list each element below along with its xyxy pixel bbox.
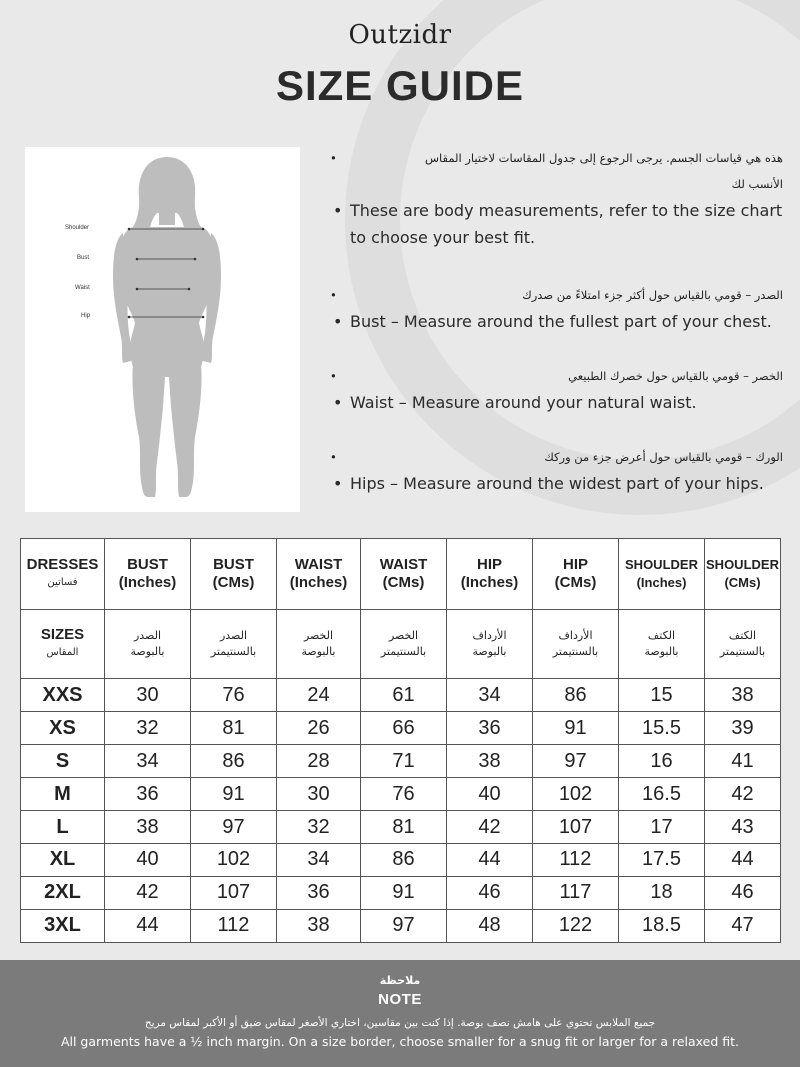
measurement-cell: 17 — [619, 811, 705, 844]
measurement-cell: 36 — [447, 712, 533, 745]
measurement-cell: 36 — [105, 778, 191, 811]
info-general-ar-line1: • هذه هي قياسات الجسم. يرجى الرجوع إلى جدول المقاسات لاختيار المقاس — [330, 145, 795, 171]
measurement-cell: 122 — [533, 909, 619, 942]
column-header-ar: الأرداف بالبوصة — [447, 610, 533, 679]
size-label-cell: M — [21, 778, 105, 811]
note-title: NOTE — [378, 991, 422, 1008]
measurement-cell: 102 — [191, 844, 277, 877]
info-bust-en: • Bust – Measure around the fullest part of your chest. — [330, 308, 795, 335]
measurement-cell: 42 — [105, 876, 191, 909]
measurement-cell: 43 — [705, 811, 781, 844]
size-label-cell: 2XL — [21, 876, 105, 909]
measurement-cell: 112 — [533, 844, 619, 877]
measurement-cell: 97 — [533, 745, 619, 778]
measurement-cell: 117 — [533, 876, 619, 909]
info-bust-ar: • الصدر – قومي بالقياس حول أكثر جزء امتلاءً من صدرك — [330, 282, 795, 308]
measurement-cell: 38 — [705, 679, 781, 712]
measurement-cell: 102 — [533, 778, 619, 811]
measurement-cell: 34 — [105, 745, 191, 778]
measurement-cell: 30 — [105, 679, 191, 712]
measurement-cell: 81 — [361, 811, 447, 844]
measurement-cell: 44 — [447, 844, 533, 877]
measurement-cell: 48 — [447, 909, 533, 942]
measurement-cell: 30 — [277, 778, 361, 811]
measurement-cell: 34 — [447, 679, 533, 712]
measurement-cell: 47 — [705, 909, 781, 942]
measurement-cell: 18.5 — [619, 909, 705, 942]
measurement-cell: 91 — [533, 712, 619, 745]
table-corner-dresses: DRESSES فساتين — [21, 539, 105, 610]
figure-label-hip: Hip — [81, 313, 91, 319]
size-label-cell: XS — [21, 712, 105, 745]
info-hips-en: • Hips – Measure around the widest part of your hips. — [330, 470, 795, 497]
measurement-cell: 86 — [191, 745, 277, 778]
measurement-cell: 46 — [705, 876, 781, 909]
info-bust — [330, 282, 795, 335]
measurement-cell: 16.5 — [619, 778, 705, 811]
table-sizes-label: SIZES المقاس — [21, 610, 105, 679]
info-general-en-line1: • These are body measurements, refer to the size chart — [330, 197, 795, 224]
measurement-cell: 76 — [191, 679, 277, 712]
measurement-cell: 38 — [105, 811, 191, 844]
body-silhouette-illustration — [25, 147, 300, 512]
info-waist-ar: • الخصر – قومي بالقياس حول خصرك الطبيعي — [330, 363, 795, 389]
column-header: SHOULDER (CMs) — [705, 539, 781, 610]
size-label-cell: L — [21, 811, 105, 844]
column-header-ar: الأرداف بالسنتيمتر — [533, 610, 619, 679]
measurement-cell: 36 — [277, 876, 361, 909]
table-header-row — [21, 539, 781, 610]
measurement-cell: 97 — [191, 811, 277, 844]
size-label-cell: XL — [21, 844, 105, 877]
measurement-cell: 44 — [105, 909, 191, 942]
measurement-cell: 18 — [619, 876, 705, 909]
measurement-cell: 107 — [533, 811, 619, 844]
size-rows-body — [21, 679, 781, 943]
bullet-icon: • — [333, 312, 343, 331]
note-ar-text: جميع الملابس تحتوي على هامش نصف بوصة. إذا كنت بين مقاسين، اختاري الأصغر لمقاس ضيق أو الأكبر لمقاس مريح — [144, 1017, 656, 1029]
body-figure-panel — [25, 147, 300, 512]
column-header: SHOULDER (Inches) — [619, 539, 705, 610]
info-hips-ar: • الورك – قومي بالقياس حول أعرض جزء من وركك — [330, 444, 795, 470]
table-row — [21, 745, 781, 778]
note-ar-title: ملاحظة — [379, 974, 421, 987]
measurement-cell: 81 — [191, 712, 277, 745]
measurement-cell: 32 — [277, 811, 361, 844]
size-label-cell: XXS — [21, 679, 105, 712]
measurement-cell: 32 — [105, 712, 191, 745]
measurement-cell: 107 — [191, 876, 277, 909]
bullet-icon: • — [330, 450, 337, 464]
measurement-cell: 42 — [705, 778, 781, 811]
bullet-icon: • — [330, 151, 337, 165]
table-row — [21, 844, 781, 877]
measurement-cell: 46 — [447, 876, 533, 909]
measurement-cell: 61 — [361, 679, 447, 712]
note-footer — [0, 960, 800, 1067]
size-label-cell: 3XL — [21, 909, 105, 942]
figure-label-shoulder: Shoulder — [65, 225, 90, 231]
measurement-cell: 40 — [447, 778, 533, 811]
column-header-ar: الكتف بالبوصة — [619, 610, 705, 679]
measurement-cell: 44 — [705, 844, 781, 877]
table-row — [21, 909, 781, 942]
measurement-cell: 71 — [361, 745, 447, 778]
column-header: WAIST (Inches) — [277, 539, 361, 610]
brand-logo: Outzidr — [348, 20, 452, 50]
measurement-cell: 38 — [447, 745, 533, 778]
bullet-icon: • — [333, 393, 343, 412]
measurement-cell: 97 — [361, 909, 447, 942]
size-label-cell: S — [21, 745, 105, 778]
measurement-cell: 86 — [361, 844, 447, 877]
measurement-cell: 15.5 — [619, 712, 705, 745]
measurement-cell: 41 — [705, 745, 781, 778]
column-header-ar: الصدر بالبوصة — [105, 610, 191, 679]
figure-label-waist: Waist — [75, 285, 90, 291]
page-title: SIZE GUIDE — [275, 62, 525, 109]
table-arabic-header-row — [21, 610, 781, 679]
measurement-cell: 40 — [105, 844, 191, 877]
table-row — [21, 876, 781, 909]
table-row — [21, 712, 781, 745]
info-waist — [330, 363, 795, 416]
measurement-cell: 91 — [361, 876, 447, 909]
measurement-cell: 17.5 — [619, 844, 705, 877]
measurement-cell: 34 — [277, 844, 361, 877]
measurement-cell: 42 — [447, 811, 533, 844]
measurement-cell: 91 — [191, 778, 277, 811]
bullet-icon: • — [333, 201, 343, 220]
note-en-text: All garments have a ½ inch margin. On a size border, choose smaller for a snug fit or larger for a relaxed fit. — [60, 1034, 740, 1049]
info-general-en-line2: to choose your best fit. — [350, 228, 536, 247]
info-general — [330, 145, 795, 251]
column-header: BUST (Inches) — [105, 539, 191, 610]
measurement-cell: 38 — [277, 909, 361, 942]
column-header: WAIST (CMs) — [361, 539, 447, 610]
column-header-ar: الخصر بالبوصة — [277, 610, 361, 679]
bullet-icon: • — [330, 288, 337, 302]
table-row — [21, 778, 781, 811]
measurement-cell: 28 — [277, 745, 361, 778]
measurement-cell: 15 — [619, 679, 705, 712]
column-header: HIP (CMs) — [533, 539, 619, 610]
measurement-cell: 39 — [705, 712, 781, 745]
column-header: BUST (CMs) — [191, 539, 277, 610]
info-general-ar-line2: الأنسب لك — [731, 177, 783, 191]
column-header-ar: الصدر بالسنتيمتر — [191, 610, 277, 679]
bullet-icon: • — [330, 369, 337, 383]
column-header: HIP (Inches) — [447, 539, 533, 610]
measurement-cell: 86 — [533, 679, 619, 712]
measurement-cell: 76 — [361, 778, 447, 811]
measurement-cell: 16 — [619, 745, 705, 778]
measurement-cell: 26 — [277, 712, 361, 745]
measurement-cell: 66 — [361, 712, 447, 745]
bullet-icon: • — [333, 474, 343, 493]
info-waist-en: • Waist – Measure around your natural waist. — [330, 389, 795, 416]
figure-label-bust: Bust — [77, 255, 90, 261]
column-header-ar: الكتف بالسنتيمتر — [705, 610, 781, 679]
size-chart-table — [20, 538, 781, 943]
table-row — [21, 679, 781, 712]
info-hips — [330, 444, 795, 497]
measurement-cell: 24 — [277, 679, 361, 712]
column-header-ar: الخصر بالسنتيمتر — [361, 610, 447, 679]
table-row — [21, 811, 781, 844]
measurement-cell: 112 — [191, 909, 277, 942]
